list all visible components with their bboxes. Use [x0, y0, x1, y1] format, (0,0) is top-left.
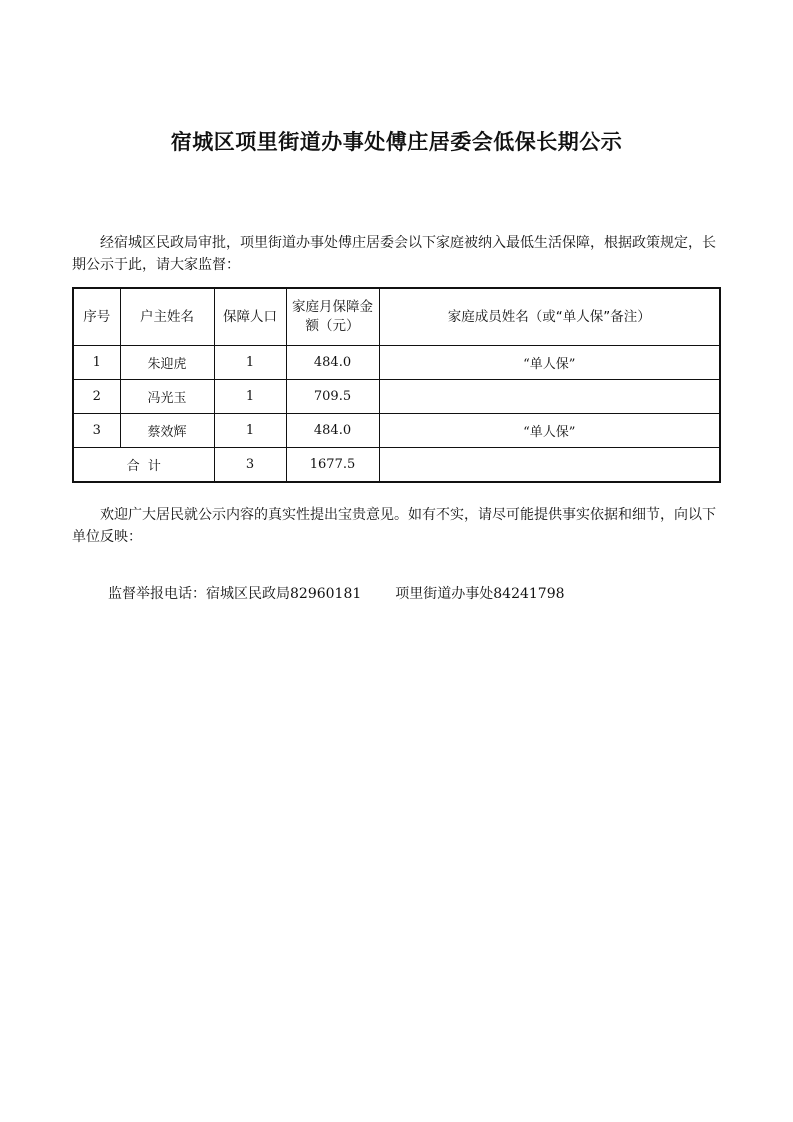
cell-family-members	[379, 380, 720, 414]
header-seq: 序号	[73, 288, 120, 346]
table-row	[73, 346, 720, 380]
table-total-row	[73, 448, 720, 483]
cell-total-label: 合 计	[73, 448, 214, 483]
cell-total-count: 3	[214, 448, 286, 483]
cell-householder: 蔡效辉	[120, 414, 214, 448]
cell-family-members: “单人保”	[379, 414, 720, 448]
contact-street-office: 项里街道办事处84241798	[395, 586, 565, 602]
header-family-members: 家庭成员姓名（或“单人保”备注）	[379, 288, 720, 346]
header-covered-persons: 保障人口	[214, 288, 286, 346]
cell-family-members: “单人保”	[379, 346, 720, 380]
closing-paragraph: 欢迎广大居民就公示内容的真实性提出宝贵意见。如有不实，请尽可能提供事实依据和细节，向以下单位反映：	[72, 507, 716, 545]
cell-monthly-amount: 484.0	[286, 346, 379, 380]
table-row	[73, 414, 720, 448]
contact-line	[108, 583, 728, 605]
cell-total-amount: 1677.5	[286, 448, 379, 483]
contact-label: 监督举报电话：	[108, 586, 206, 602]
intro-paragraph: 经宿城区民政局审批，项里街道办事处傅庄居委会以下家庭被纳入最低生活保障，根据政策规定，长期公示于此，请大家监督：	[72, 235, 716, 273]
cell-seq: 2	[73, 380, 120, 414]
table-header	[73, 288, 720, 346]
cell-householder: 朱迎虎	[120, 346, 214, 380]
allowance-table	[72, 287, 721, 483]
cell-covered-persons: 1	[214, 346, 286, 380]
document-title: 宿城区项里街道办事处傅庄居委会低保长期公示	[170, 130, 623, 154]
cell-total-members	[379, 448, 720, 483]
cell-monthly-amount: 709.5	[286, 380, 379, 414]
header-monthly-amount: 家庭月保障金额（元）	[286, 288, 379, 346]
cell-seq: 3	[73, 414, 120, 448]
cell-monthly-amount: 484.0	[286, 414, 379, 448]
header-householder: 户主姓名	[120, 288, 214, 346]
cell-seq: 1	[73, 346, 120, 380]
cell-householder: 冯光玉	[120, 380, 214, 414]
contact-civil-affairs: 宿城区民政局82960181	[206, 586, 362, 602]
table-row	[73, 380, 720, 414]
cell-covered-persons: 1	[214, 380, 286, 414]
cell-covered-persons: 1	[214, 414, 286, 448]
